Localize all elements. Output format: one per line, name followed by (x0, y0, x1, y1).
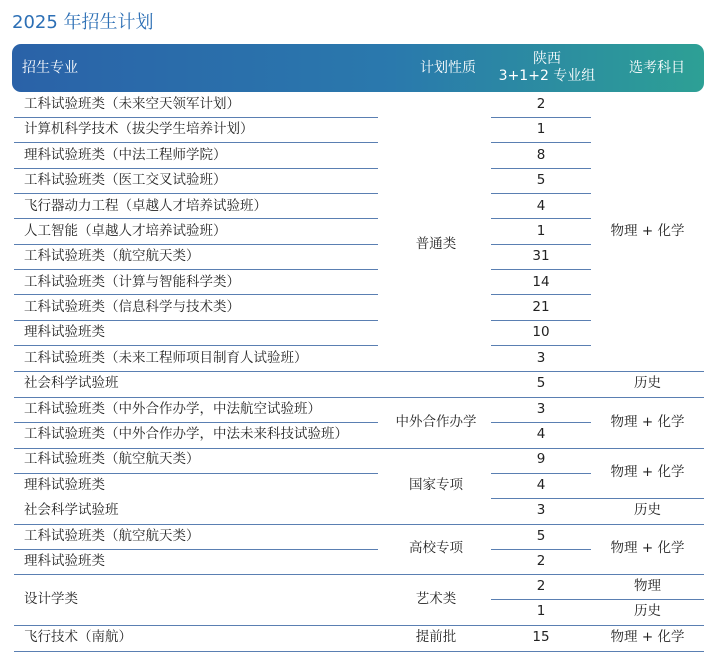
quota-cell: 2 (536, 553, 546, 569)
row-divider (491, 294, 591, 295)
nature-cell: 提前批 (415, 629, 457, 645)
row-divider (491, 117, 591, 118)
row-divider (491, 218, 591, 219)
major-cell: 社会科学试验班 (24, 502, 119, 518)
row-divider (14, 294, 378, 295)
row-divider (14, 117, 378, 118)
nature-cell: 普通类 (415, 236, 457, 252)
group-divider (491, 599, 704, 600)
quota-cell: 4 (536, 426, 546, 442)
quota-cell: 3 (536, 401, 546, 417)
quota-cell: 31 (532, 248, 550, 264)
row-divider (491, 168, 591, 169)
row-divider (14, 473, 378, 474)
row-divider (491, 345, 591, 346)
major-cell: 工科试验班类（未来工程师项目制育人试验班） (24, 350, 308, 366)
subject-cell: 物理 + 化学 (610, 223, 685, 239)
quota-cell: 1 (536, 223, 546, 239)
quota-cell: 4 (536, 477, 546, 493)
quota-cell: 1 (536, 121, 546, 137)
nature-cell: 国家专项 (409, 477, 463, 493)
quota-cell: 1 (536, 603, 546, 619)
group-divider (14, 574, 704, 575)
group-divider (491, 498, 704, 499)
quota-cell: 15 (532, 629, 550, 645)
major-cell: 工科试验班类（中外合作办学，中法未来科技试验班） (24, 426, 348, 442)
major-cell: 工科试验班类（航空航天类） (24, 451, 200, 467)
major-cell: 飞行技术（南航） (24, 629, 132, 645)
major-cell: 工科试验班类（航空航天类） (24, 528, 200, 544)
quota-cell: 5 (536, 172, 546, 188)
quota-cell: 5 (536, 528, 546, 544)
nature-cell: 艺术类 (415, 591, 457, 607)
header-quota (492, 44, 602, 92)
row-divider (491, 549, 591, 550)
row-divider (491, 269, 591, 270)
row-divider (14, 549, 378, 550)
quota-cell: 14 (532, 274, 550, 290)
major-cell: 工科试验班类（医工交叉试验班） (24, 172, 227, 188)
subject-cell: 历史 (634, 375, 661, 391)
subject-cell: 历史 (634, 502, 661, 518)
group-divider (14, 524, 704, 525)
major-cell: 理科试验班类 (24, 477, 105, 493)
group-divider (14, 651, 704, 652)
row-divider (14, 320, 378, 321)
row-divider (491, 244, 591, 245)
major-cell: 社会科学试验班 (24, 375, 119, 391)
group-divider (14, 625, 704, 626)
quota-cell: 3 (536, 502, 546, 518)
row-divider (14, 244, 378, 245)
major-cell: 工科试验班类（未来空天领军计划） (24, 96, 240, 112)
row-divider (14, 168, 378, 169)
quota-cell: 21 (532, 299, 550, 315)
quota-cell: 3 (536, 350, 546, 366)
group-divider (14, 397, 704, 398)
row-divider (14, 269, 378, 270)
header-region: 陕西 (533, 51, 561, 67)
row-divider (491, 320, 591, 321)
quota-cell: 2 (536, 578, 546, 594)
quota-cell: 5 (536, 375, 546, 391)
row-divider (14, 142, 378, 143)
major-cell: 计算机科学技术（拔尖学生培养计划） (24, 121, 254, 137)
group-divider (14, 371, 704, 372)
row-divider (14, 193, 378, 194)
row-divider (14, 345, 378, 346)
major-cell: 工科试验班类（计算与智能科学类） (24, 274, 240, 290)
header-group: 3+1+2 专业组 (498, 68, 596, 84)
subject-cell: 物理 + 化学 (610, 414, 685, 430)
major-cell: 理科试验班类 (24, 324, 105, 340)
group-divider (14, 448, 704, 449)
major-cell: 设计学类 (24, 591, 78, 607)
quota-cell: 2 (536, 96, 546, 112)
major-cell: 理科试验班类（中法工程师学院） (24, 147, 227, 163)
subject-cell: 物理 + 化学 (610, 629, 685, 645)
row-divider (491, 142, 591, 143)
nature-cell: 中外合作办学 (395, 414, 477, 430)
major-cell: 工科试验班类（信息科学与技术类） (24, 299, 240, 315)
quota-cell: 4 (536, 198, 546, 214)
page-title: 2025 年招生计划 (12, 12, 154, 33)
header-nature: 计划性质 (420, 59, 476, 76)
quota-cell: 10 (532, 324, 550, 340)
header-subjects: 选考科目 (629, 59, 685, 76)
table-header (12, 44, 704, 92)
quota-cell: 8 (536, 147, 546, 163)
row-divider (14, 218, 378, 219)
quota-cell: 9 (536, 451, 546, 467)
nature-cell: 高校专项 (409, 540, 463, 556)
major-cell: 理科试验班类 (24, 553, 105, 569)
major-cell: 飞行器动力工程（卓越人才培养试验班） (24, 198, 267, 214)
major-cell: 工科试验班类（中外合作办学，中法航空试验班） (24, 401, 321, 417)
subject-cell: 物理 (634, 578, 661, 594)
row-divider (14, 422, 378, 423)
subject-cell: 历史 (634, 603, 661, 619)
row-divider (491, 422, 591, 423)
header-major: 招生专业 (22, 59, 78, 76)
major-cell: 人工智能（卓越人才培养试验班） (24, 223, 227, 239)
subject-cell: 物理 + 化学 (610, 464, 685, 480)
row-divider (491, 473, 591, 474)
row-divider (491, 193, 591, 194)
subject-cell: 物理 + 化学 (610, 540, 685, 556)
major-cell: 工科试验班类（航空航天类） (24, 248, 200, 264)
